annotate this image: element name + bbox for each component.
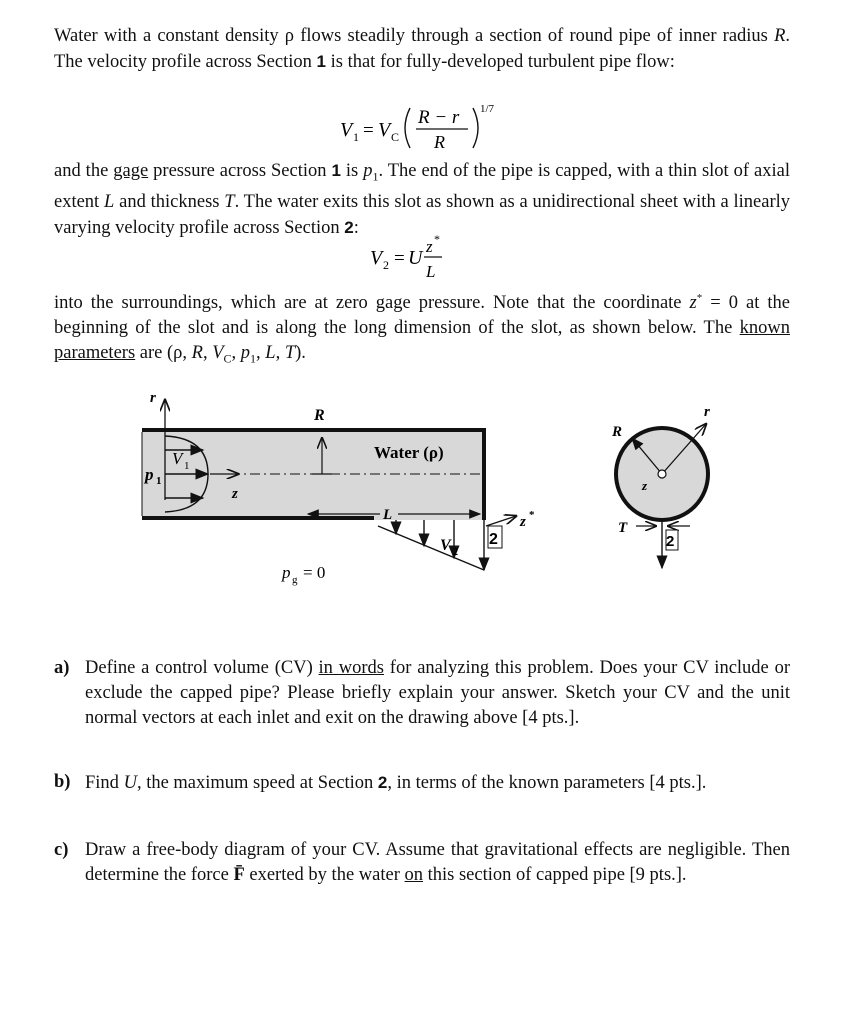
- pipe-cross-section: [616, 424, 708, 568]
- svg-text:V: V: [340, 119, 353, 141]
- v2-label: V: [440, 537, 451, 554]
- circle-radius-label: R: [612, 424, 623, 440]
- svg-text:C: C: [391, 130, 400, 144]
- svg-text:U: U: [408, 247, 423, 269]
- svg-text:=: =: [394, 248, 405, 269]
- pipe-description-paragraph: and the gage pressure across Section 1 is $p_1$. The end of the pipe is capped, with a thin slot of axial extent L and thickness T. The water exits this slot as shown as a unidirectional sheet with a linearly varying velocity profile across Section 2:: [54, 161, 791, 238]
- svg-text:R − r: R − r: [418, 107, 460, 128]
- svg-text:R: R: [434, 132, 445, 152]
- velocity-profile-equation: [340, 102, 520, 154]
- pipe-figure: [0, 380, 842, 600]
- svg-text:*: *: [529, 509, 535, 521]
- question-a: a) Define a control volume (CV) in words for analyzing this problem. Does your CV include or exclude the capped pipe? Please briefly explain your answer. Sketch your CV and the unit normal vectors at each inlet and exit on the drawing above [4 pts.].: [54, 658, 790, 728]
- svg-text:1: 1: [184, 460, 190, 472]
- svg-text:z: z: [426, 237, 433, 256]
- section-2-label: 2: [489, 531, 498, 548]
- zstar-axis-arrow: [486, 516, 516, 526]
- circle-r-label: r: [704, 404, 710, 420]
- question-c: c) Draw a free-body diagram of your CV. Assume that gravitational effects are negligible. Then determine the force F̄ exerted by the water on this section of capped pipe [9 pts.].: [54, 840, 790, 885]
- svg-text:1/7: 1/7: [480, 103, 495, 115]
- svg-text:1: 1: [353, 130, 359, 144]
- svg-text:2: 2: [383, 258, 389, 272]
- gage-pressure-label: p: [282, 563, 291, 582]
- radius-label: R: [314, 407, 325, 424]
- exit-velocity-profile: [378, 520, 484, 570]
- circle-section-2-label: 2: [666, 533, 675, 550]
- intro-paragraph: Water with a constant density ρ flows steadily through a section of round pipe of inner radius R. The velocity profile across Section 1 is that for fully-developed turbulent pipe flow:: [54, 26, 790, 72]
- zstar-label: z: [520, 514, 526, 530]
- svg-text:2: 2: [453, 547, 458, 558]
- svg-text:=: =: [363, 120, 374, 141]
- circle-z-label: z: [642, 478, 648, 493]
- question-b: b) Find U, the maximum speed at Section 2, in terms of the known parameters [4 pts.].: [54, 772, 707, 793]
- v1-label: V: [172, 449, 183, 468]
- slot-length-label: L: [383, 507, 393, 523]
- coordinate-paragraph: into the surroundings, which are at zero gage pressure. Note that the coordinate z* = 0 at the beginning of the slot and is along the long dimension of the slot, as shown below. The known parameters are (ρ, R, $V_C$, $p_1$, L, T).: [54, 292, 790, 366]
- svg-text:g: g: [292, 574, 298, 586]
- svg-text:V: V: [370, 247, 383, 269]
- slot-velocity-equation: [370, 232, 480, 288]
- svg-text:L: L: [426, 262, 436, 281]
- water-label: Water (ρ): [374, 443, 444, 462]
- p1-label: p: [145, 465, 154, 484]
- svg-text:= 0: = 0: [303, 563, 326, 582]
- thickness-label: T: [618, 520, 628, 536]
- svg-text:V: V: [378, 119, 391, 141]
- r-axis-label: r: [150, 390, 156, 406]
- svg-text:1: 1: [156, 475, 162, 487]
- svg-text:*: *: [434, 232, 440, 246]
- z-axis-label: z: [232, 486, 238, 502]
